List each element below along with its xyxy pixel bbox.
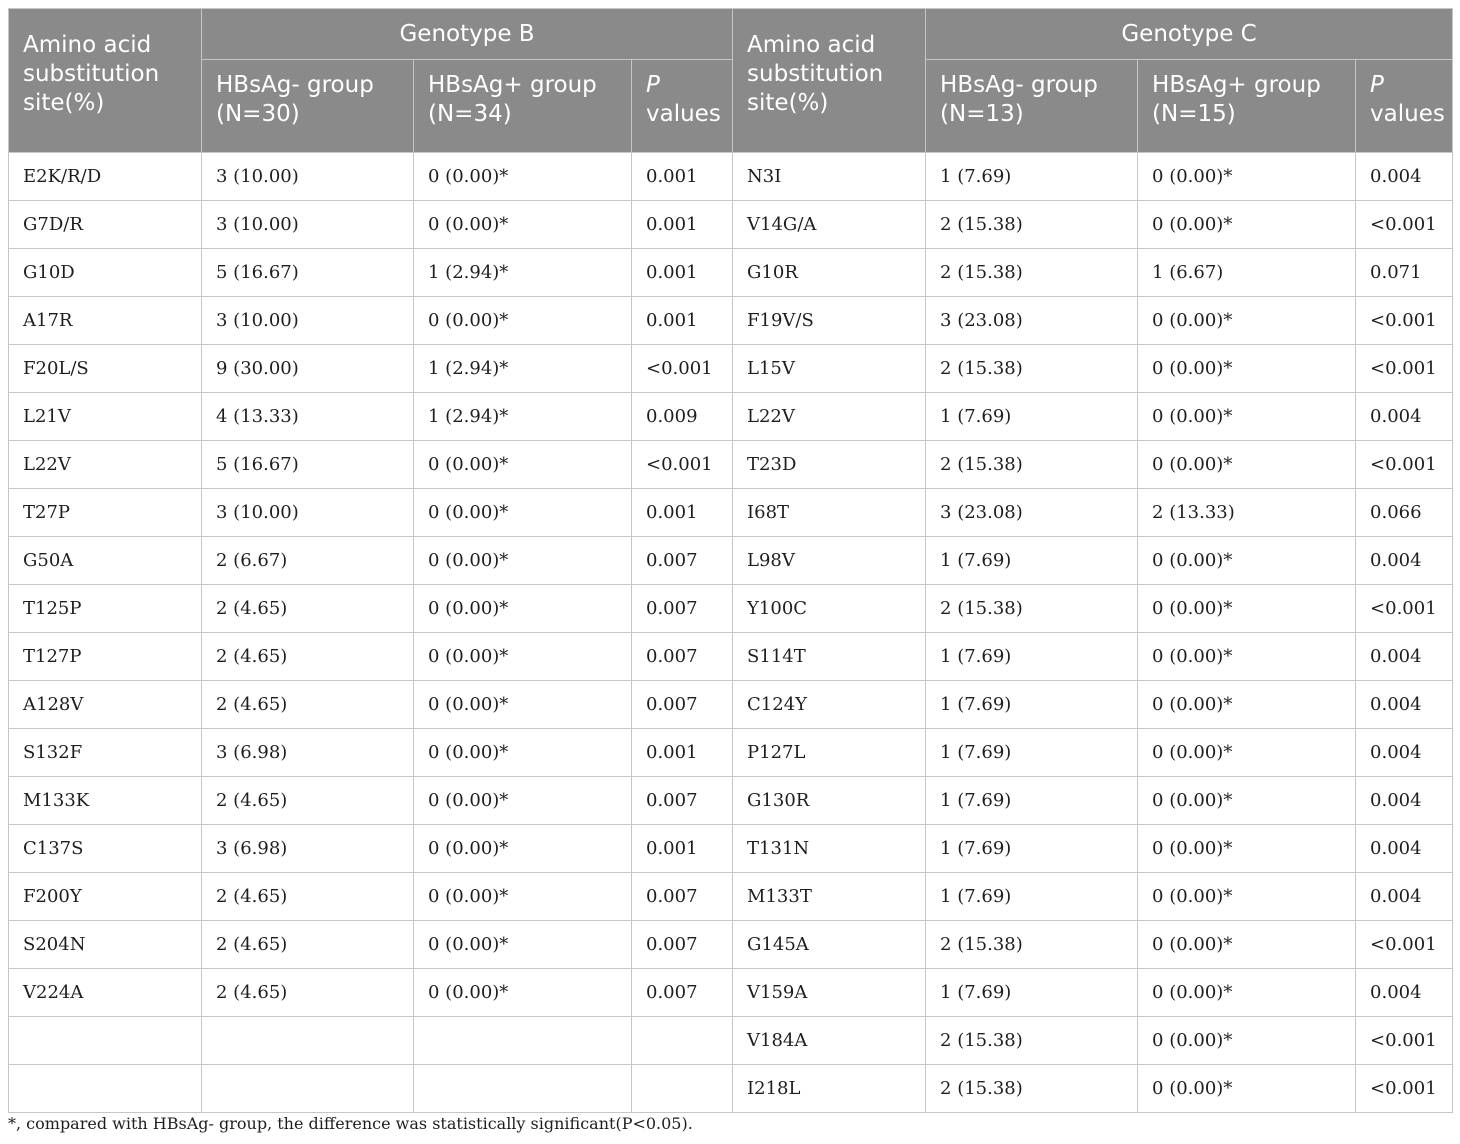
cell-b-neg: 3 (10.00) [202,297,414,345]
cell-c-p: 0.004 [1356,153,1453,201]
cell-site-b: G50A [9,537,202,585]
cell-b-neg: 2 (4.65) [202,633,414,681]
cell-site-c: T23D [733,441,926,489]
cell-c-p: 0.066 [1356,489,1453,537]
cell-c-pos: 0 (0.00)* [1138,969,1356,1017]
header-substitution-site-b: Amino acid substitution site(%) [9,9,202,153]
cell-site-b: A17R [9,297,202,345]
table-row [9,297,1453,345]
cell-b-p: 0.001 [632,201,733,249]
cell-b-p: 0.009 [632,393,733,441]
table-row [9,153,1453,201]
cell-c-p: 0.004 [1356,393,1453,441]
cell-site-c: V184A [733,1017,926,1065]
cell-b-neg: 5 (16.67) [202,441,414,489]
cell-site-c: T131N [733,825,926,873]
table-row [9,729,1453,777]
header-b-hbsag-pos: HBsAg+ group (N=34) [414,60,632,153]
cell-site-b: L21V [9,393,202,441]
cell-c-pos: 2 (13.33) [1138,489,1356,537]
cell-site-b: G7D/R [9,201,202,249]
cell-c-pos: 1 (6.67) [1138,249,1356,297]
cell-b-pos [414,1017,632,1065]
cell-b-p: 0.007 [632,873,733,921]
cell-b-neg: 2 (4.65) [202,873,414,921]
cell-c-p: 0.004 [1356,825,1453,873]
cell-site-c: S114T [733,633,926,681]
cell-c-pos: 0 (0.00)* [1138,153,1356,201]
table-row [9,1065,1453,1113]
cell-b-p [632,1065,733,1113]
cell-site-c: F19V/S [733,297,926,345]
cell-c-pos: 0 (0.00)* [1138,441,1356,489]
cell-c-pos: 0 (0.00)* [1138,921,1356,969]
cell-c-neg: 1 (7.69) [926,873,1138,921]
header-substitution-site-c: Amino acid substitution site(%) [733,9,926,153]
cell-c-p: 0.004 [1356,633,1453,681]
table-row [9,441,1453,489]
table-row [9,633,1453,681]
cell-site-b: C137S [9,825,202,873]
cell-b-p: 0.007 [632,537,733,585]
table-row [9,969,1453,1017]
cell-site-c: G10R [733,249,926,297]
cell-b-p: 0.007 [632,681,733,729]
cell-c-pos: 0 (0.00)* [1138,393,1356,441]
cell-c-pos: 0 (0.00)* [1138,873,1356,921]
cell-c-neg: 2 (15.38) [926,1017,1138,1065]
cell-b-neg [202,1065,414,1113]
cell-b-pos: 0 (0.00)* [414,969,632,1017]
cell-b-neg: 2 (4.65) [202,681,414,729]
cell-b-p: <0.001 [632,345,733,393]
cell-c-neg: 1 (7.69) [926,633,1138,681]
cell-c-p: <0.001 [1356,441,1453,489]
header-c-hbsag-neg: HBsAg- group (N=13) [926,60,1138,153]
cell-b-pos: 0 (0.00)* [414,681,632,729]
cell-b-neg: 2 (4.65) [202,969,414,1017]
cell-b-p: 0.007 [632,585,733,633]
cell-site-b: V224A [9,969,202,1017]
cell-c-neg: 2 (15.38) [926,249,1138,297]
cell-b-neg: 3 (10.00) [202,489,414,537]
table-row [9,489,1453,537]
cell-b-neg: 3 (6.98) [202,825,414,873]
cell-c-pos: 0 (0.00)* [1138,729,1356,777]
cell-c-neg: 2 (15.38) [926,585,1138,633]
cell-b-neg: 2 (4.65) [202,585,414,633]
cell-c-neg: 2 (15.38) [926,921,1138,969]
cell-b-pos: 0 (0.00)* [414,777,632,825]
cell-c-neg: 2 (15.38) [926,1065,1138,1113]
cell-c-pos: 0 (0.00)* [1138,585,1356,633]
table-row [9,777,1453,825]
cell-b-pos: 1 (2.94)* [414,249,632,297]
cell-site-c: G130R [733,777,926,825]
cell-site-c: I68T [733,489,926,537]
table-row [9,393,1453,441]
cell-c-pos: 0 (0.00)* [1138,681,1356,729]
cell-site-b: F20L/S [9,345,202,393]
cell-b-p [632,1017,733,1065]
cell-site-b: G10D [9,249,202,297]
cell-c-p: <0.001 [1356,1065,1453,1113]
table-header [9,9,1453,153]
cell-b-pos: 0 (0.00)* [414,585,632,633]
table-row [9,585,1453,633]
cell-site-c: P127L [733,729,926,777]
cell-site-b: L22V [9,441,202,489]
cell-site-b: A128V [9,681,202,729]
cell-c-p: <0.001 [1356,1017,1453,1065]
cell-c-p: <0.001 [1356,585,1453,633]
cell-c-pos: 0 (0.00)* [1138,1017,1356,1065]
cell-b-pos: 0 (0.00)* [414,297,632,345]
table-body [9,153,1453,1113]
cell-site-b: M133K [9,777,202,825]
cell-c-p: 0.004 [1356,537,1453,585]
header-b-hbsag-neg: HBsAg- group (N=30) [202,60,414,153]
cell-b-p: 0.001 [632,825,733,873]
cell-b-neg: 2 (6.67) [202,537,414,585]
header-c-hbsag-pos: HBsAg+ group (N=15) [1138,60,1356,153]
cell-b-p: <0.001 [632,441,733,489]
cell-b-neg: 5 (16.67) [202,249,414,297]
cell-b-pos: 0 (0.00)* [414,537,632,585]
cell-c-neg: 1 (7.69) [926,729,1138,777]
table-row [9,1017,1453,1065]
cell-c-neg: 2 (15.38) [926,201,1138,249]
cell-site-c: V14G/A [733,201,926,249]
cell-site-b: S132F [9,729,202,777]
cell-c-neg: 1 (7.69) [926,969,1138,1017]
cell-site-c: L15V [733,345,926,393]
cell-b-p: 0.001 [632,249,733,297]
cell-b-pos: 0 (0.00)* [414,873,632,921]
cell-site-b [9,1017,202,1065]
table-row [9,921,1453,969]
cell-c-neg: 1 (7.69) [926,537,1138,585]
cell-c-pos: 0 (0.00)* [1138,825,1356,873]
cell-site-b: E2K/R/D [9,153,202,201]
cell-c-p: 0.071 [1356,249,1453,297]
cell-b-neg: 3 (6.98) [202,729,414,777]
cell-b-p: 0.007 [632,969,733,1017]
cell-b-pos: 0 (0.00)* [414,441,632,489]
cell-c-p: 0.004 [1356,777,1453,825]
cell-site-c: C124Y [733,681,926,729]
cell-b-neg: 3 (10.00) [202,201,414,249]
cell-b-p: 0.001 [632,729,733,777]
cell-c-pos: 0 (0.00)* [1138,537,1356,585]
cell-b-pos: 0 (0.00)* [414,153,632,201]
cell-site-c: M133T [733,873,926,921]
cell-site-b: F200Y [9,873,202,921]
table-row [9,681,1453,729]
cell-c-pos: 0 (0.00)* [1138,1065,1356,1113]
cell-b-p: 0.007 [632,921,733,969]
p-italic: P [646,72,660,98]
table-row [9,345,1453,393]
table-row [9,201,1453,249]
cell-c-pos: 0 (0.00)* [1138,345,1356,393]
cell-c-neg: 1 (7.69) [926,681,1138,729]
cell-c-p: 0.004 [1356,969,1453,1017]
cell-site-c: L22V [733,393,926,441]
cell-b-pos: 0 (0.00)* [414,201,632,249]
cell-c-neg: 1 (7.69) [926,393,1138,441]
cell-b-pos [414,1065,632,1113]
cell-c-neg: 2 (15.38) [926,345,1138,393]
cell-b-p: 0.001 [632,153,733,201]
cell-site-c: G145A [733,921,926,969]
cell-b-neg: 3 (10.00) [202,153,414,201]
cell-b-neg: 4 (13.33) [202,393,414,441]
table-row [9,873,1453,921]
header-c-p-values [1356,60,1453,153]
cell-b-pos: 0 (0.00)* [414,729,632,777]
header-b-p-values [632,60,733,153]
cell-site-c: V159A [733,969,926,1017]
footnote: *, compared with HBsAg- group, the difference was statistically significant(P<0.05). [8,1114,693,1133]
p-values-label: values [1370,101,1445,127]
cell-b-neg [202,1017,414,1065]
cell-b-pos: 0 (0.00)* [414,825,632,873]
cell-site-b: S204N [9,921,202,969]
cell-b-p: 0.007 [632,633,733,681]
cell-site-c: I218L [733,1065,926,1113]
cell-b-p: 0.001 [632,297,733,345]
table-row [9,249,1453,297]
header-genotype-b: Genotype B [202,9,733,60]
cell-site-b [9,1065,202,1113]
table-row [9,537,1453,585]
cell-c-neg: 3 (23.08) [926,297,1138,345]
table-row [9,825,1453,873]
cell-c-p: 0.004 [1356,873,1453,921]
cell-c-p: <0.001 [1356,345,1453,393]
p-italic: P [1370,72,1384,98]
cell-c-pos: 0 (0.00)* [1138,201,1356,249]
cell-site-b: T125P [9,585,202,633]
cell-c-pos: 0 (0.00)* [1138,633,1356,681]
cell-site-b: T127P [9,633,202,681]
cell-c-neg: 2 (15.38) [926,441,1138,489]
substitution-table [8,8,1453,1113]
cell-c-neg: 3 (23.08) [926,489,1138,537]
cell-b-p: 0.007 [632,777,733,825]
cell-c-pos: 0 (0.00)* [1138,777,1356,825]
cell-site-c: N3I [733,153,926,201]
cell-b-neg: 2 (4.65) [202,777,414,825]
cell-b-pos: 1 (2.94)* [414,393,632,441]
cell-c-p: <0.001 [1356,297,1453,345]
header-genotype-c: Genotype C [926,9,1453,60]
cell-c-p: 0.004 [1356,681,1453,729]
cell-c-neg: 1 (7.69) [926,153,1138,201]
cell-c-neg: 1 (7.69) [926,825,1138,873]
cell-b-pos: 0 (0.00)* [414,633,632,681]
cell-c-neg: 1 (7.69) [926,777,1138,825]
cell-site-c: Y100C [733,585,926,633]
cell-b-pos: 0 (0.00)* [414,921,632,969]
cell-b-pos: 0 (0.00)* [414,489,632,537]
cell-site-b: T27P [9,489,202,537]
cell-b-neg: 2 (4.65) [202,921,414,969]
cell-b-p: 0.001 [632,489,733,537]
cell-b-neg: 9 (30.00) [202,345,414,393]
cell-c-p: <0.001 [1356,201,1453,249]
cell-c-p: 0.004 [1356,729,1453,777]
cell-site-c: L98V [733,537,926,585]
cell-c-pos: 0 (0.00)* [1138,297,1356,345]
p-values-label: values [646,101,721,127]
cell-c-p: <0.001 [1356,921,1453,969]
cell-b-pos: 1 (2.94)* [414,345,632,393]
